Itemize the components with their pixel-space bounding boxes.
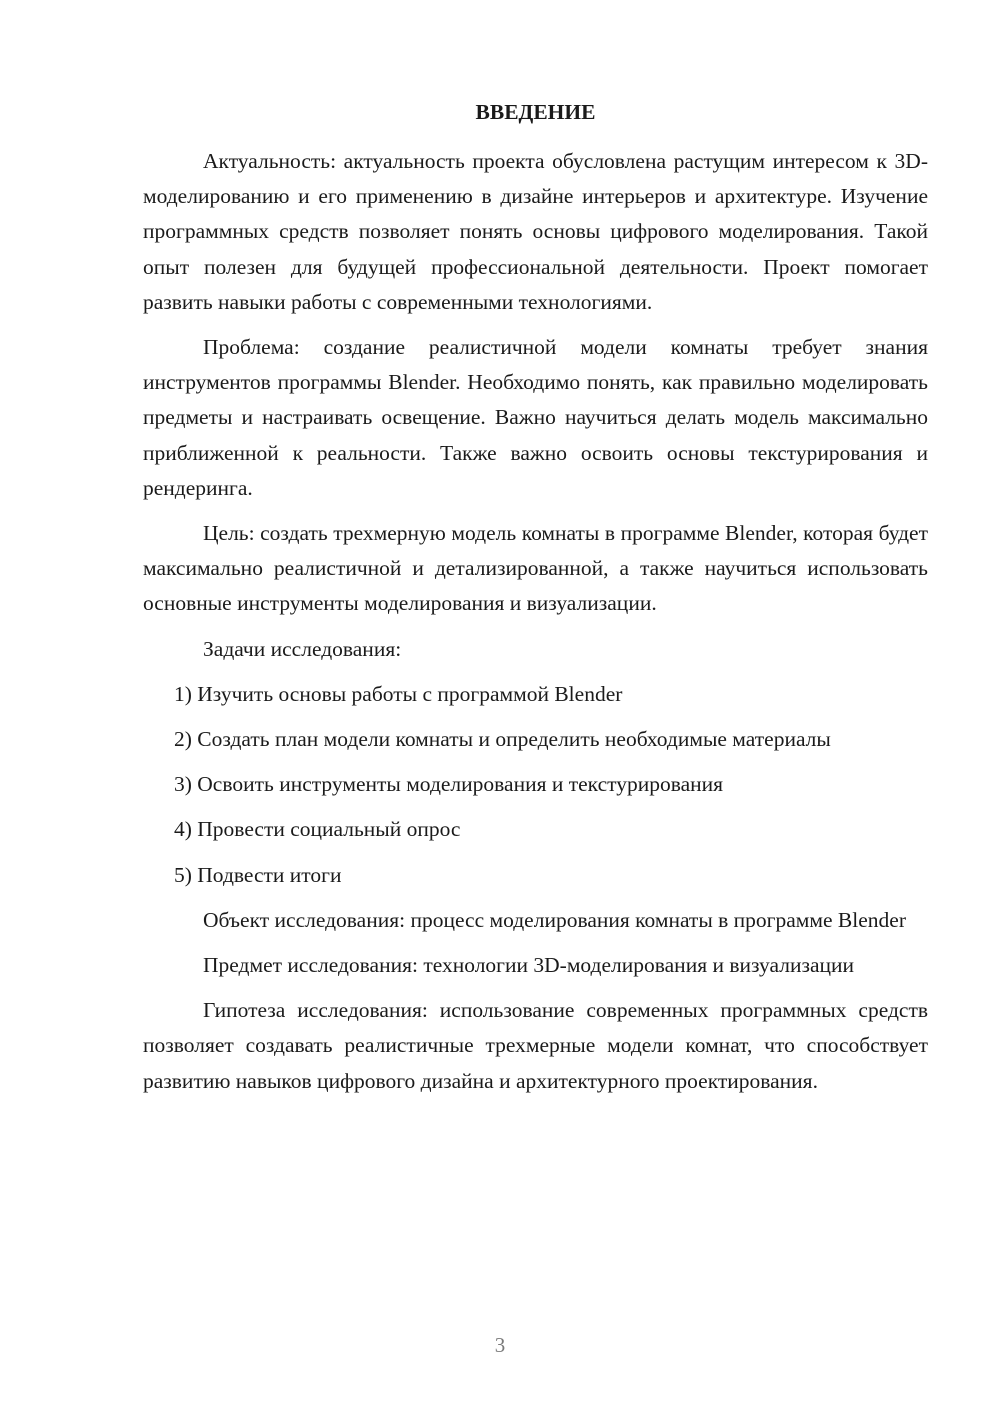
page-title: ВВЕДЕНИЕ bbox=[475, 100, 596, 124]
paragraph-object: Объект исследования: процесс моделирования комнаты в программе Blender bbox=[203, 907, 906, 932]
paragraph-problem: Проблема: создание реалистичной модели комнаты требует знания инструментов программы Blender. Необходимо понять, как правильно моделировать предметы и настраивать освещение. Важно научиться делать модель максимально приближенной к реальности. Также важно освоить основы текстурирования и рендеринга. bbox=[143, 335, 928, 500]
task-item-2: 2) Создать план модели комнаты и определить необходимые материалы bbox=[174, 727, 831, 752]
task-item-1: 1) Изучить основы работы с программой Blender bbox=[174, 681, 623, 706]
task-item-3: 3) Освоить инструменты моделирования и текстурирования bbox=[174, 772, 724, 797]
paragraph-relevance: Актуальность: актуальность проекта обусловлена растущим интересом к 3D-моделированию и его применению в дизайне интерьеров и архитектуре. Изучение программных средств позволяет понять основы цифрового моделирования. Такой опыт полезен для будущей профессиональной деятельности. Проект помогает развить навыки работы с современными технологиями. bbox=[143, 149, 928, 314]
paragraph-hypothesis: Гипотеза исследования: использование современных программных средств позволяет создавать реалистичные трехмерные модели комнат, что способствует развитию навыков цифрового дизайна и архитектурного проектирования. bbox=[143, 998, 928, 1093]
task-item-4: 4) Провести социальный опрос bbox=[174, 817, 461, 842]
page-number: 3 bbox=[494, 1333, 506, 1357]
paragraph-goal: Цель: создать трехмерную модель комнаты в программе Blender, которая будет максимально реалистичной и детализированной, а также научиться использовать основные инструменты моделирования и визуализации. bbox=[143, 521, 928, 616]
paragraph-subject: Предмет исследования: технологии 3D-моделирования и визуализации bbox=[203, 953, 855, 978]
tasks-heading: Задачи исследования: bbox=[203, 636, 402, 661]
task-item-5: 5) Подвести итоги bbox=[174, 862, 342, 887]
document-page bbox=[143, 95, 928, 1109]
